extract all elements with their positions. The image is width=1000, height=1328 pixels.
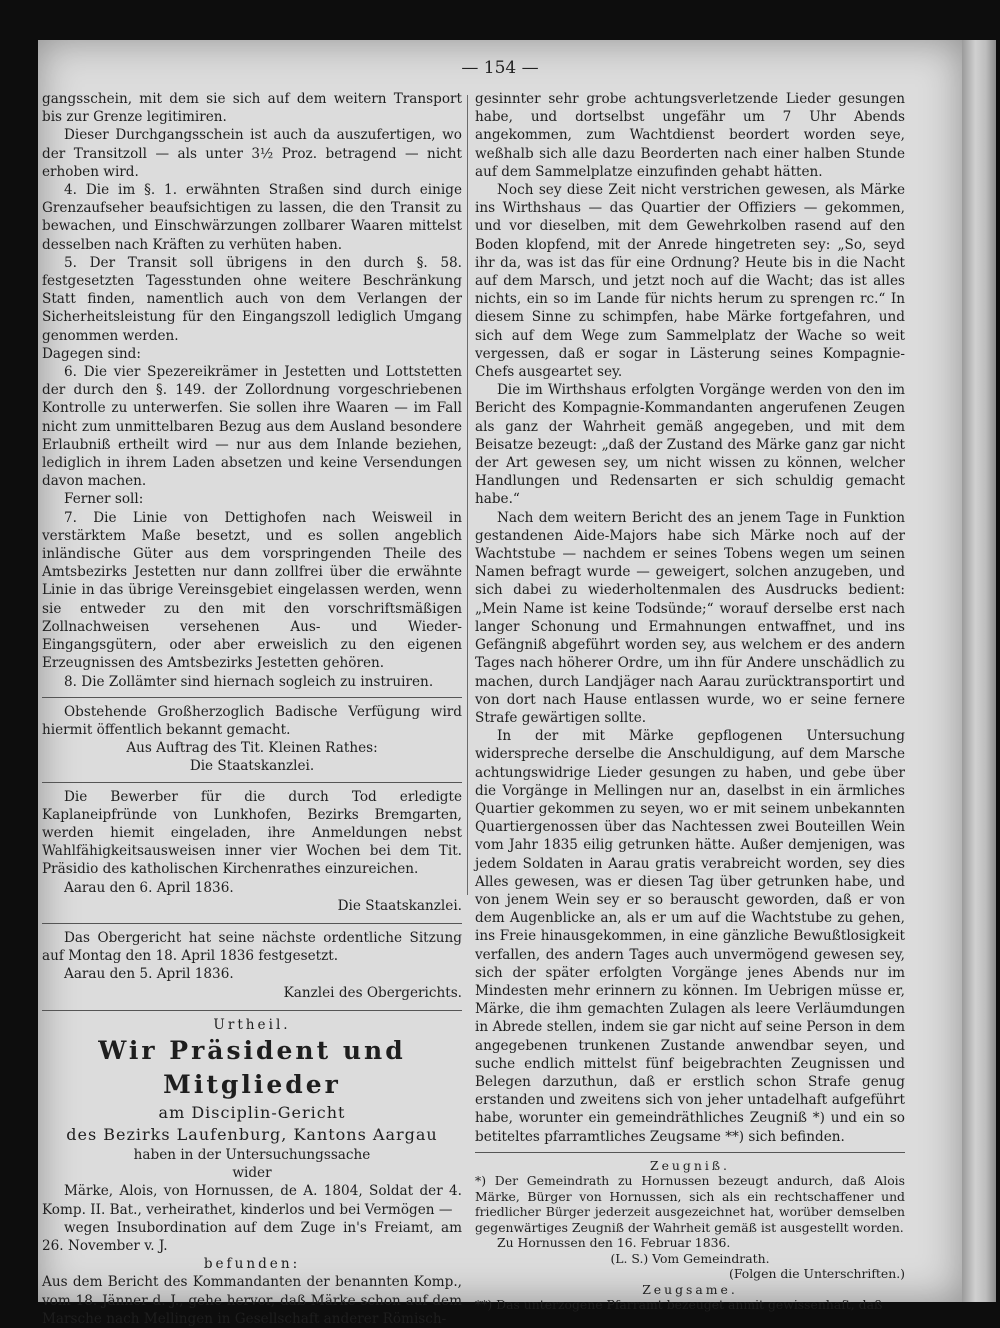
- footnote-title: Zeugsame.: [642, 1281, 738, 1297]
- paragraph: 5. Der Transit soll übrigens in den durch §. 58. festgesetzten Tagesstunden ohne weitere Beschränkung Statt finden, namentlich auch von dem Verlangen der Sicherheitsleistung für den Eingangszoll lediglich Umgang genommen werden.: [42, 254, 462, 344]
- paragraph: Nach dem weitern Bericht des an jenem Tage in Funktion gestandenen Aide-Majors habe sich Märke noch auf der Wachtstube — nachdem er seines Tobens wegen um seinen Namen befragt wurde — geweigert, solchen anzugeben, und sich dabei zu wiederholtenmalen des Ausdrucks bedient: „Mein Name ist keine Todsünde;“ worauf derselbe erst nach langer Schonung und Ermahnungen entwaffnet, und ins Gefängniß abgeführt worden sey, aus welchem er des andern Tages nach höherer Ordre, um ihn für Andere unschädlich zu machen, durch Landjäger nach Aarau zurücktransportirt und von dort nach Hause entlassen wurde, wo er seine fernere Strafe gewärtigen sollte.: [475, 509, 905, 726]
- section-title: Urtheil.: [213, 1016, 291, 1033]
- notice-text: Obstehende Großherzoglich Badische Verfügung wird hiermit öffentlich bekannt gemacht.: [42, 703, 462, 738]
- accused: Märke, Alois, von Hornussen, de A. 1804, Soldat der 4. Komp. II. Bat., verheirathet, kinderlos und bei Vermögen —: [42, 1183, 462, 1218]
- footnote-seal: (L. S.) Vom Gemeindrath.: [610, 1250, 770, 1266]
- divider: [42, 923, 462, 924]
- paragraph: In der mit Märke gepflogenen Untersuchung widerspreche derselbe die Anschuldigung, auf dem Marsche achtungswidrige Lieder gesungen zu haben, und gebe über die Vorgänge in Mellingen nur an, daselbst in ein ärmliches Quartier gekommen zu seyen, wo er mit seinem unbekannten Quartiergenossen über das Nachtessen zwei Bouteillen Wein vom Jahr 1835 eilig getrunken hätte. Außer demjenigen, was jedem Soldaten in Aarau gratis verabreicht worden, sey dies Alles gewesen, was er diesen Tag über getrunken habe, und von jenem Wein sey er so berauscht geworden, daß er von dem Augenblicke an, als er um auf die Wachtstube zu gehen, ins Freie hinausgekommen, in eine gänzliche Bewußtlosigkeit verfallen, des andern Tages auch unvermögend gewesen sey, sich der später erfolgten Vorgänge jenes Abends nur im Mindesten mehr erinnern zu können. Im Uebrigen müsse er, Märke, die ihm gemachten Zulagen als leere Verläumdungen in Abrede stellen, indem sie gar nicht auf seine Person in dem angegebenen trunkenen Zustande anwendbar seyen, und suche endlich mittelst fünf beigebrachten Zeugnissen und Belegen darzuthun, daß er erstlich schon Strafe genug erstanden und zweitens sich von jeher untadelhaft aufgeführt habe, worunter ein gemeindräthliches Zeugniß *) und ein so betiteltes pfarramtliches Zeugsame **) sich befinden.: [475, 728, 905, 1145]
- judgment-heading: Wir Präsident und Mitglieder: [98, 1035, 406, 1099]
- charge: wegen Insubordination auf dem Zuge in's Freiamt, am 26. November v. J.: [42, 1219, 462, 1254]
- paragraph: 4. Die im §. 1. erwähnten Straßen sind durch einige Grenzaufseher beaufsichtigen zu lassen, die den Transit zu bewachen, und Einschwärzungen zollbarer Waaren mittelst desselben nach Kräften zu verhüten haben.: [42, 182, 462, 253]
- paragraph: 8. Die Zollämter sind hiernach sogleich zu instruiren.: [64, 673, 434, 690]
- notice-text: Die Bewerber für die durch Tod erledigte Kaplaneipfründe von Lunkhofen, Bezirks Bremgarten, werden hiemit eingeladen, ihre Anmeldungen nebst Wahlfähigkeitsausweisen inner vier Wochen bei dem Tit. Präsidio des katholischen Kirchenrathes einzureichen.: [42, 788, 462, 878]
- paragraph: gesinnter sehr grobe achtungsverletzende Lieder gesungen habe, und dortselbst ungefähr um 7 Uhr Abends angekommen, zum Wachtdienst beordert worden seye, weßhalb sich alle dazu Beorderten nach einer halben Stunde auf dem Sammelplatze einzufinden gehabt hätten.: [475, 91, 905, 180]
- right-column: [475, 90, 905, 1313]
- judgment-district: des Bezirks Laufenburg, Kantons Aargau: [66, 1124, 438, 1144]
- notice-date: Aarau den 6. April 1836.: [64, 879, 234, 896]
- paragraph: Aus dem Bericht des Kommandanten der benannten Komp., vom 18. Jänner d. J., gehe hervor, daß Märke schon auf dem Marsche nach Mellingen in Gesellschaft anderer Römisch-: [42, 1274, 462, 1327]
- divider: [42, 697, 462, 698]
- footnote-signatures: (Folgen die Unterschriften.): [729, 1266, 905, 1282]
- paragraph: Dieser Durchgangsschein ist auch da auszufertigen, wo der Transitzoll — als unter 3½ Proz. betragend — nicht erhoben wird.: [42, 127, 462, 180]
- notice-signature: Die Staatskanzlei.: [337, 897, 462, 914]
- footnote: **) Das unterzogene Pfarramt bezeuget anmit gewissenhaft, daß: [475, 1297, 883, 1313]
- next-page-edge: [962, 40, 996, 1302]
- page-number: — 154 —: [461, 58, 539, 78]
- footnote: *) Der Gemeindrath zu Hornussen bezeugt andurch, daß Alois Märke, Bürger von Hornussen, sich als ein rechtschaffener und friedlicher Bürger jederzeit ausgezeichnet hat, worüber demselben gegenwärtiges Zeugniß der Wahrheit gemäß ist ausgestellt worden.: [475, 1173, 905, 1235]
- judgment-court: am Disciplin-Gericht: [158, 1102, 346, 1122]
- paragraph: gangsschein, mit dem sie sich auf dem weitern Transport bis zur Grenze legitimiren.: [42, 91, 462, 126]
- notice-signature: Die Staatskanzlei.: [189, 758, 315, 775]
- judgment-wider: wider: [232, 1165, 272, 1182]
- notice-date: Aarau den 5. April 1836.: [64, 966, 234, 983]
- column-divider: [467, 95, 468, 895]
- paragraph: Die im Wirthshaus erfolgten Vorgänge werden von den im Bericht des Kompagnie-Kommandanten angerufenen Zeugen als ganz der Wahrheit gemäß angegeben, und mit dem Beisatze bezeugt: „daß der Zustand des Märke ganz gar nicht der Art gewesen sey, um nicht wissen zu können, welcher Handlungen und Redensarten er sich schuldig gemacht habe.“: [475, 382, 905, 508]
- footnote-title: Zeugniß.: [649, 1157, 730, 1173]
- paragraph: 7. Die Linie von Dettighofen nach Weisweil in verstärktem Maße besetzt, und es sollen angeblich inländische Güter aus dem vorspringenden Theile des Amtsbezirks Jestetten nur dann zollfrei über die erwähnte Linie in das übrige Vereinsgebiet eingelassen werden, wenn sie entweder zu den mit den vorschriftsmäßigen Zollnachweisen versehenen Aus- und Wieder-Eingangsgütern, oder aber erweislich zu den eigenen Erzeugnissen des Amtsbezirks Jestetten gehören.: [42, 509, 462, 672]
- notice-text: Das Obergericht hat seine nächste ordentliche Sitzung auf Montag den 18. April 1836 festgesetzt.: [42, 929, 462, 965]
- judgment-phrase: haben in der Untersuchungssache: [133, 1146, 371, 1163]
- footnote-date: Zu Hornussen den 16. Februar 1836.: [497, 1235, 731, 1251]
- paragraph: Ferner soll:: [64, 491, 144, 508]
- befunden-heading: befunden:: [203, 1256, 301, 1273]
- notice-authority: Aus Auftrag des Tit. Kleinen Rathes:: [126, 740, 378, 757]
- paragraph: 6. Die vier Spezereikrämer in Jestetten und Lottstetten der durch den §. 149. der Zollordnung vorgeschriebenen Kontrolle zu unterwerfen. Sie sollen ihre Waaren — im Fall nicht zum unmittelbaren Bezug aus dem Ausland besondere Erlaubniß ertheilt wird — nur aus dem Inlande beziehen, lediglich in ihrem Laden absetzen und keine Versendungen davon machen.: [42, 364, 462, 490]
- divider: [42, 782, 462, 783]
- notice-signature: Kanzlei des Obergerichts.: [283, 984, 462, 1001]
- paragraph: Noch sey diese Zeit nicht verstrichen gewesen, als Märke ins Wirthshaus — das Quartier der Offiziers — gekommen, und vor dieselben, mit dem Gewehrkolben rasend auf den Boden klopfend, mit der Anrede hingetreten sey: „So, seyd ihr da, was ist das für eine Ordnung? Heute bis in die Nacht auf dem Marsch, und jetzt noch auf die Wacht; das ist alles nichts, ein so im Lande für nichts herum zu sprengen rc.“ In diesem Sinne zu schimpfen, habe Märke fortgefahren, und sich auf dem Wege zum Sammelplatz der Wache so weit vergessen, daß er sogar in Lästerung seines Kompagnie-Chefs ausgeartet sey.: [475, 182, 905, 381]
- left-column: [42, 90, 462, 1328]
- divider: [42, 1010, 462, 1011]
- paragraph: Dagegen sind:: [42, 345, 141, 362]
- footnote-divider: [475, 1152, 905, 1153]
